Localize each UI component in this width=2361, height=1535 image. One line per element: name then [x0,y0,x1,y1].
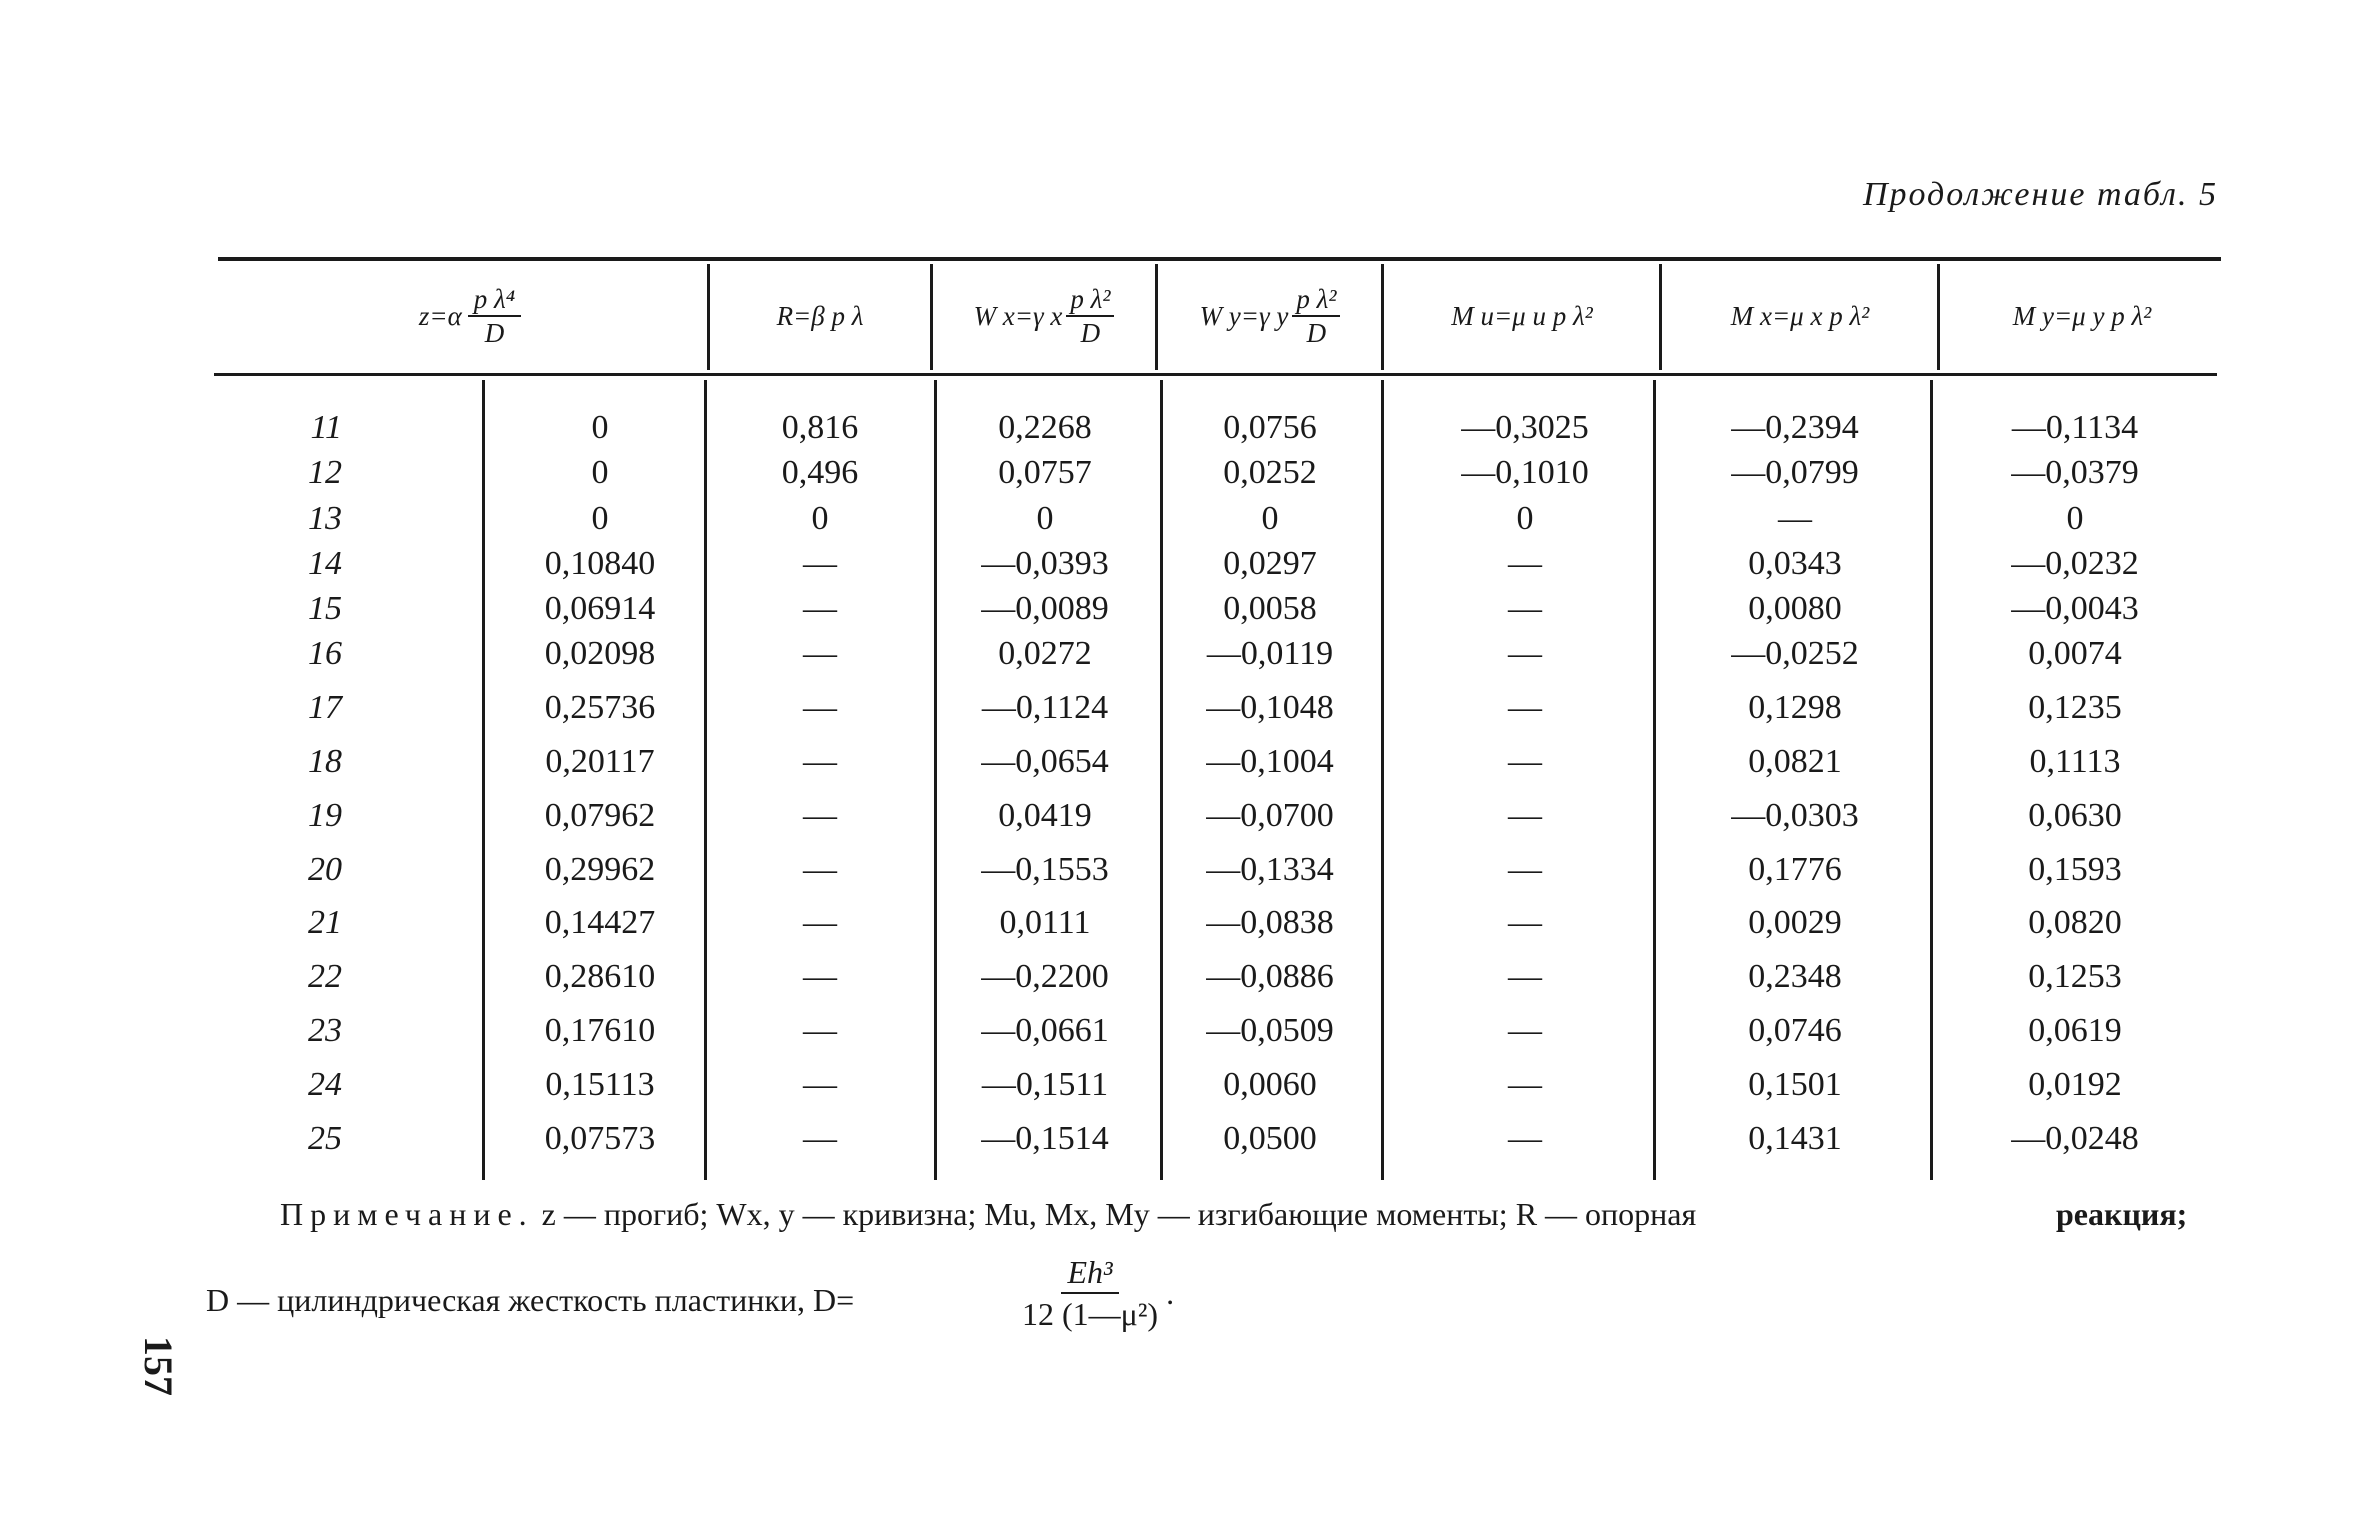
cell-wy: 0,0060 [1223,1065,1317,1103]
cell-wx: —0,0089 [981,590,1109,628]
cell-r: — [803,1119,837,1157]
cell-wx: —0,1124 [981,689,1109,727]
cell-r: — [803,743,837,781]
cell-mu: 0 [1516,499,1534,537]
table-row [0,1062,2361,1116]
cell-mu: — [1508,689,1542,727]
header-deflection-denominator: D [484,318,505,348]
footnote-line-2: D — цилиндрическая жесткость пластинки, D= [206,1282,855,1318]
cell-mx: 0,0029 [1748,904,1842,942]
cell-n: 15 [308,590,342,628]
header-divider [1381,264,1384,370]
cell-z: 0,15113 [545,1065,655,1103]
header-deflection [250,275,690,357]
header-curvature-x-numerator: p λ² [1066,283,1114,317]
cell-mx: 0,1298 [1748,689,1842,727]
footnote-line-1-end: реакция; [2056,1196,2188,1232]
cell-n: 14 [308,544,342,582]
cell-r: — [803,1012,837,1050]
stiffness-formula-numerator: Eh³ [1061,1252,1118,1294]
cell-wx: —0,1514 [981,1119,1109,1157]
cell-r: 0 [811,499,829,537]
cell-r: — [803,958,837,996]
cell-wy: 0,0058 [1223,590,1317,628]
cell-my: 0 [2066,499,2084,537]
cell-mu: — [1508,904,1542,942]
cell-wx: —0,1553 [981,850,1109,888]
table-row [0,405,2361,450]
cell-mu: — [1508,958,1542,996]
cell-r: — [803,689,837,727]
cell-wx: —0,1511 [981,1065,1109,1103]
cell-mu: — [1508,1119,1542,1157]
header-curvature-y [1160,275,1380,357]
header-curvature-x [935,275,1153,357]
cell-wy: —0,0838 [1206,904,1334,942]
cell-n: 25 [308,1119,342,1157]
header-curvature-y-lhs: W y=γ y [1199,300,1289,331]
table-row [0,496,2361,541]
cell-r: 0,816 [781,409,859,446]
table-row [0,631,2361,685]
header-moment-x: M x=μ x p λ² [1730,300,1870,331]
cell-wx: 0,0272 [998,635,1092,673]
header-reaction: R=β p λ [776,300,864,331]
cell-my: —0,0043 [2011,590,2139,628]
cell-mx: 0,1431 [1748,1119,1842,1157]
cell-n: 22 [308,958,342,996]
cell-n: 21 [308,904,342,942]
header-curvature-y-fraction [1292,283,1340,349]
cell-r: — [803,590,837,628]
cell-z: 0,07573 [544,1119,656,1157]
header-curvature-y-denominator: D [1306,318,1327,348]
cell-mu: — [1508,1012,1542,1050]
table-top-rule [218,257,2221,261]
cell-z: 0,29962 [544,850,656,888]
cell-my: 0,0619 [2028,1012,2122,1050]
table-row [0,739,2361,793]
cell-mx: 0,0080 [1748,590,1842,628]
cell-n: 23 [308,1012,342,1050]
stiffness-formula-end: . [1166,1274,1175,1311]
cell-my: 0,1235 [2028,689,2122,727]
header-deflection-lhs: z=α [418,300,462,331]
cell-mu: — [1508,635,1542,673]
cell-r: — [803,635,837,673]
cell-wy: 0 [1261,499,1279,537]
cell-r: — [803,904,837,942]
cell-wx: 0 [1036,499,1054,537]
cell-my: —0,0232 [2011,544,2139,582]
cell-z: 0,17610 [544,1012,656,1050]
cell-wx: —0,0654 [981,743,1109,781]
page-number: 157 [136,1336,181,1396]
cell-my: 0,0820 [2028,904,2122,942]
table-row [0,685,2361,739]
footnote-line-1-text: z — прогиб; Wx, y — кривизна; Mu, Mx, My — изгибающие моменты; R — опорная [541,1196,1697,1232]
cell-z: 0,28610 [544,958,656,996]
cell-mx: 0,0821 [1748,743,1842,781]
table-row [0,1116,2361,1170]
cell-wy: —0,0886 [1206,958,1334,996]
cell-mx: 0,0343 [1748,544,1842,582]
table-continuation-caption: Продолжение табл. 5 [1862,176,2218,213]
cell-wy: —0,1004 [1206,743,1334,781]
cell-z: 0 [591,454,609,492]
cell-r: — [803,544,837,582]
cell-wx: —0,0661 [981,1012,1109,1050]
cell-z: 0,20117 [545,743,655,781]
table-row [0,847,2361,901]
cell-wx: 0,0111 [999,904,1091,942]
cell-wy: —0,0700 [1206,796,1334,834]
header-deflection-fraction [468,283,521,349]
stiffness-formula-denominator: 12 (1—μ²) [1022,1296,1159,1332]
cell-mx: —0,2394 [1731,409,1859,446]
header-moment-u: M u=μ u p λ² [1451,300,1593,331]
header-curvature-x-lhs: W x=γ x [973,300,1063,331]
cell-mu: — [1508,796,1542,834]
cell-r: — [803,796,837,834]
stiffness-formula-fraction [1022,1252,1158,1334]
table-row [0,1008,2361,1062]
cell-mu: — [1508,544,1542,582]
cell-my: 0,0074 [2028,635,2122,673]
cell-wy: 0,0756 [1223,409,1317,446]
cell-mx: 0,1501 [1748,1065,1842,1103]
cell-z: 0,07962 [544,796,656,834]
stiffness-formula [1022,1252,1174,1334]
cell-wx: 0,0757 [998,454,1092,492]
table-row [0,450,2361,495]
cell-mx: — [1778,499,1812,537]
cell-n: 12 [308,454,342,492]
cell-mx: —0,0799 [1731,454,1859,492]
cell-mx: 0,1776 [1748,850,1842,888]
cell-z: 0,25736 [544,689,656,727]
table-body [0,405,2361,1169]
header-curvature-y-numerator: p λ² [1292,283,1340,317]
cell-my: 0,0192 [2028,1065,2122,1103]
header-divider [707,264,710,370]
cell-z: 0 [591,409,609,446]
cell-n: 11 [310,409,342,446]
cell-mx: —0,0252 [1731,635,1859,673]
table-row [0,900,2361,954]
cell-wy: 0,0252 [1223,454,1317,492]
table-row [0,541,2361,586]
table-row [0,586,2361,631]
cell-n: 18 [308,743,342,781]
cell-z: 0,14427 [544,904,656,942]
cell-z: 0,10840 [544,544,656,582]
cell-n: 13 [308,499,342,537]
cell-n: 16 [308,635,342,673]
cell-my: —0,1134 [2011,409,2139,446]
cell-n: 20 [308,850,342,888]
cell-my: —0,0248 [2011,1119,2139,1157]
header-curvature-x-denominator: D [1080,318,1101,348]
cell-wx: 0,0419 [998,796,1092,834]
cell-wx: —0,0393 [981,544,1109,582]
cell-mu: — [1508,743,1542,781]
cell-mu: —0,3025 [1461,409,1589,446]
cell-n: 24 [308,1065,342,1103]
cell-wy: —0,1048 [1206,689,1334,727]
table-row [0,793,2361,847]
cell-mu: — [1508,590,1542,628]
header-bottom-rule [214,373,2217,376]
header-divider [1937,264,1940,370]
cell-mx: —0,0303 [1731,796,1859,834]
header-divider [930,264,933,370]
cell-mx: 0,0746 [1748,1012,1842,1050]
cell-z: 0,02098 [544,635,656,673]
header-divider [1155,264,1158,370]
header-curvature-x-fraction [1066,283,1114,349]
footnote-line-1 [280,1196,1696,1233]
cell-wx: 0,2268 [998,409,1092,446]
cell-my: 0,1113 [2029,743,2121,781]
header-divider [1659,264,1662,370]
cell-my: 0,1593 [2028,850,2122,888]
cell-wy: —0,1334 [1206,850,1334,888]
cell-wy: —0,0119 [1206,635,1334,673]
cell-my: 0,1253 [2028,958,2122,996]
cell-wy: 0,0297 [1223,544,1317,582]
cell-z: 0 [591,499,609,537]
cell-z: 0,06914 [544,590,656,628]
footnote-label: Примечание. [280,1196,534,1232]
cell-r: 0,496 [781,454,859,492]
cell-wx: —0,2200 [981,958,1109,996]
cell-my: —0,0379 [2011,454,2139,492]
cell-wy: —0,0509 [1206,1012,1334,1050]
cell-n: 17 [308,689,342,727]
table-row [0,954,2361,1008]
header-moment-y: M y=μ y p λ² [2012,300,2152,331]
cell-my: 0,0630 [2028,796,2122,834]
header-deflection-numerator: p λ⁴ [468,283,521,317]
cell-mx: 0,2348 [1748,958,1842,996]
cell-wy: 0,0500 [1223,1119,1317,1157]
cell-r: — [803,1065,837,1103]
cell-r: — [803,850,837,888]
cell-mu: —0,1010 [1461,454,1589,492]
cell-mu: — [1508,1065,1542,1103]
cell-mu: — [1508,850,1542,888]
cell-n: 19 [308,796,342,834]
